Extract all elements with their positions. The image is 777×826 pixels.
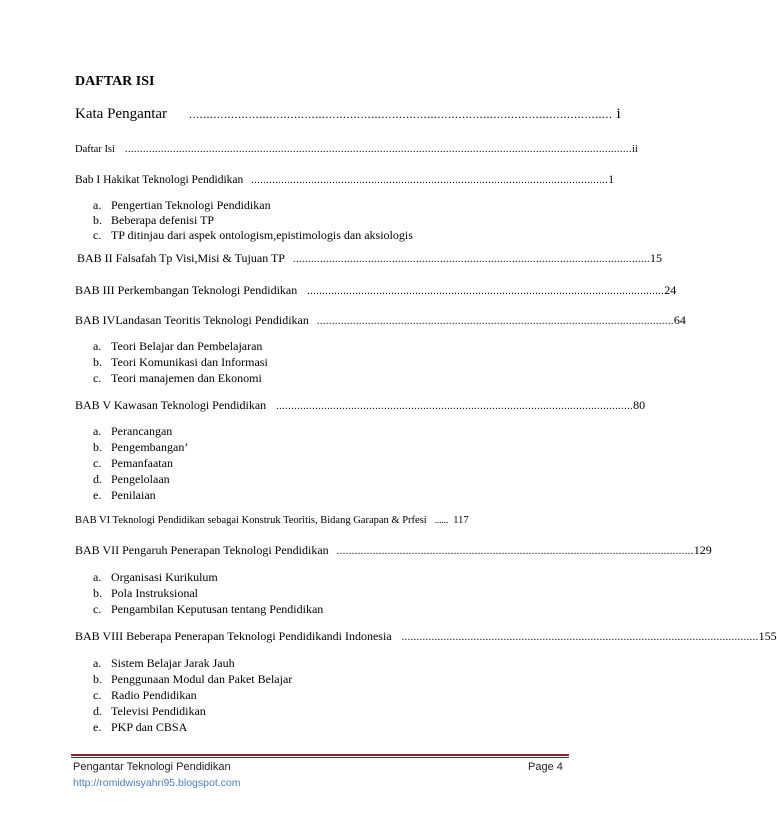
- list-item: [93, 228, 413, 243]
- list-item: [93, 456, 173, 471]
- toc-leader-dots: .........................................................................................................................: [189, 107, 613, 121]
- list-text: Penggunaan Modul dan Paket Belajar: [111, 672, 293, 686]
- list-text: Perancangan: [111, 424, 173, 438]
- list-text: Penilaian: [111, 488, 156, 502]
- toc-entry-page: 24: [664, 283, 677, 297]
- toc-entry-title: BAB IVLandasan Teoritis Teknologi Pendidikan: [75, 313, 309, 327]
- toc-entry-bab-1: [75, 174, 615, 186]
- list-item: [93, 198, 271, 213]
- toc-entry-page: 1: [608, 174, 615, 186]
- list-marker: e.: [93, 488, 102, 502]
- list-text: Pengelolaan: [111, 472, 170, 486]
- list-marker: d.: [93, 704, 102, 718]
- list-text: Pengembangan’: [111, 440, 189, 454]
- list-text: Teori manajemen dan Ekonomi: [111, 371, 262, 385]
- toc-leader-dots: .......................................................................................................................: [307, 286, 665, 297]
- toc-entry-page: i: [616, 106, 621, 122]
- toc-entry-title: BAB VII Pengaruh Penerapan Teknologi Pendidikan: [75, 543, 329, 557]
- toc-entry-daftar-isi: [75, 144, 638, 155]
- toc-leader-dots: .......................................................................................................................: [251, 175, 609, 186]
- list-marker: c.: [93, 456, 102, 470]
- list-marker: b.: [93, 586, 102, 600]
- list-text: Televisi Pendidikan: [111, 704, 206, 718]
- list-item: [93, 371, 262, 386]
- toc-entry-page: ii: [631, 144, 638, 155]
- list-item: [93, 672, 292, 687]
- footer-divider: [71, 754, 569, 756]
- toc-heading: DAFTAR ISI: [75, 74, 155, 89]
- list-item: [93, 570, 218, 585]
- list-text: Pola Instruksional: [111, 586, 198, 600]
- toc-entry-bab-5: [75, 398, 646, 413]
- toc-entry-page: 129: [693, 543, 712, 557]
- toc-leader-dots: ......: [434, 515, 449, 525]
- list-marker: b.: [93, 440, 102, 454]
- list-text: PKP dan CBSA: [111, 720, 188, 734]
- toc-entry-page: 117: [453, 515, 469, 526]
- toc-entry-title: BAB III Perkembangan Teknologi Pendidikan: [75, 283, 298, 297]
- list-item: [93, 688, 197, 703]
- list-text: Beberapa defenisi TP: [111, 213, 215, 227]
- list-marker: c.: [93, 371, 102, 385]
- toc-leader-dots: .......................................................................................................................: [336, 546, 694, 557]
- list-marker: b.: [93, 213, 102, 227]
- list-marker: c.: [93, 688, 102, 702]
- toc-entry-page: 155: [758, 629, 777, 643]
- list-item: [93, 586, 198, 601]
- toc-entry-bab-3: [75, 283, 677, 298]
- toc-entry-bab-4: [75, 313, 686, 328]
- footer-divider-thin: [71, 757, 569, 758]
- list-text: Radio Pendidikan: [111, 688, 197, 702]
- list-text: Pengambilan Keputusan tentang Pendidikan: [111, 602, 324, 616]
- toc-entry-bab-6: [75, 515, 515, 526]
- list-item: [93, 720, 187, 735]
- list-text: Organisasi Kurikulum: [111, 570, 218, 584]
- list-item: [93, 488, 156, 503]
- toc-entry-kata-pengantar: [75, 106, 621, 123]
- toc-entry-bab-7: [75, 543, 712, 558]
- toc-entry-title: Kata Pengantar: [75, 106, 168, 122]
- toc-entry-title: BAB VI Teknologi Pendidikan sebagai Konstruk Teoritis, Bidang Garapan & Prfesi: [75, 515, 427, 526]
- list-text: Pengertian Teknologi Pendidikan: [111, 198, 271, 212]
- list-item: [93, 355, 268, 370]
- footer-book-title: Pengantar Teknologi Pendidikan: [73, 761, 231, 773]
- list-marker: e.: [93, 720, 102, 734]
- toc-entry-title: BAB II Falsafah Tp Visi,Misi & Tujuan TP: [77, 251, 285, 265]
- list-marker: b.: [93, 672, 102, 686]
- toc-entry-bab-2: [77, 251, 662, 266]
- toc-entry-bab-8: [75, 629, 777, 644]
- toc-leader-dots: .......................................................................................................................: [292, 254, 650, 265]
- toc-leader-dots: .........................................................................................................................................................................: [124, 144, 632, 155]
- list-item: [93, 704, 206, 719]
- list-text: Pemanfaatan: [111, 456, 173, 470]
- list-text: TP ditinjau dari aspek ontologism,epistimologis dan aksiologis: [111, 228, 413, 242]
- footer-page-number: Page 4: [528, 761, 563, 773]
- list-item: [93, 440, 188, 455]
- toc-entry-title: BAB V Kawasan Teknologi Pendidikan: [75, 398, 267, 412]
- list-item: [93, 339, 262, 354]
- list-text: Sistem Belajar Jarak Jauh: [111, 656, 235, 670]
- list-marker: a.: [93, 198, 102, 212]
- list-item: [93, 656, 235, 671]
- toc-entry-page: 15: [649, 251, 662, 265]
- toc-entry-page: 64: [673, 313, 686, 327]
- list-marker: a.: [93, 570, 102, 584]
- list-marker: a.: [93, 656, 102, 670]
- list-marker: b.: [93, 355, 102, 369]
- toc-entry-page: 80: [633, 398, 646, 412]
- list-marker: a.: [93, 424, 102, 438]
- list-text: Teori Belajar dan Pembelajaran: [111, 339, 263, 353]
- list-item: [93, 602, 323, 617]
- toc-leader-dots: .......................................................................................................................: [316, 316, 674, 327]
- toc-leader-dots: .......................................................................................................................: [401, 632, 759, 643]
- list-marker: d.: [93, 472, 102, 486]
- toc-leader-dots: .......................................................................................................................: [276, 401, 634, 412]
- toc-entry-title: Daftar Isi: [75, 144, 115, 155]
- list-marker: c.: [93, 228, 102, 242]
- footer-url-link[interactable]: http://romidwisyahri95.blogspot.com: [73, 777, 241, 789]
- list-item: [93, 213, 214, 228]
- list-marker: c.: [93, 602, 102, 616]
- list-marker: a.: [93, 339, 102, 353]
- list-item: [93, 424, 172, 439]
- list-text: Teori Komunikasi dan Informasi: [111, 355, 268, 369]
- toc-entry-title: Bab I Hakikat Teknologi Pendidikan: [75, 174, 244, 186]
- toc-entry-title: BAB VIII Beberapa Penerapan Teknologi Pendidikandi Indonesia: [75, 629, 392, 643]
- list-item: [93, 472, 170, 487]
